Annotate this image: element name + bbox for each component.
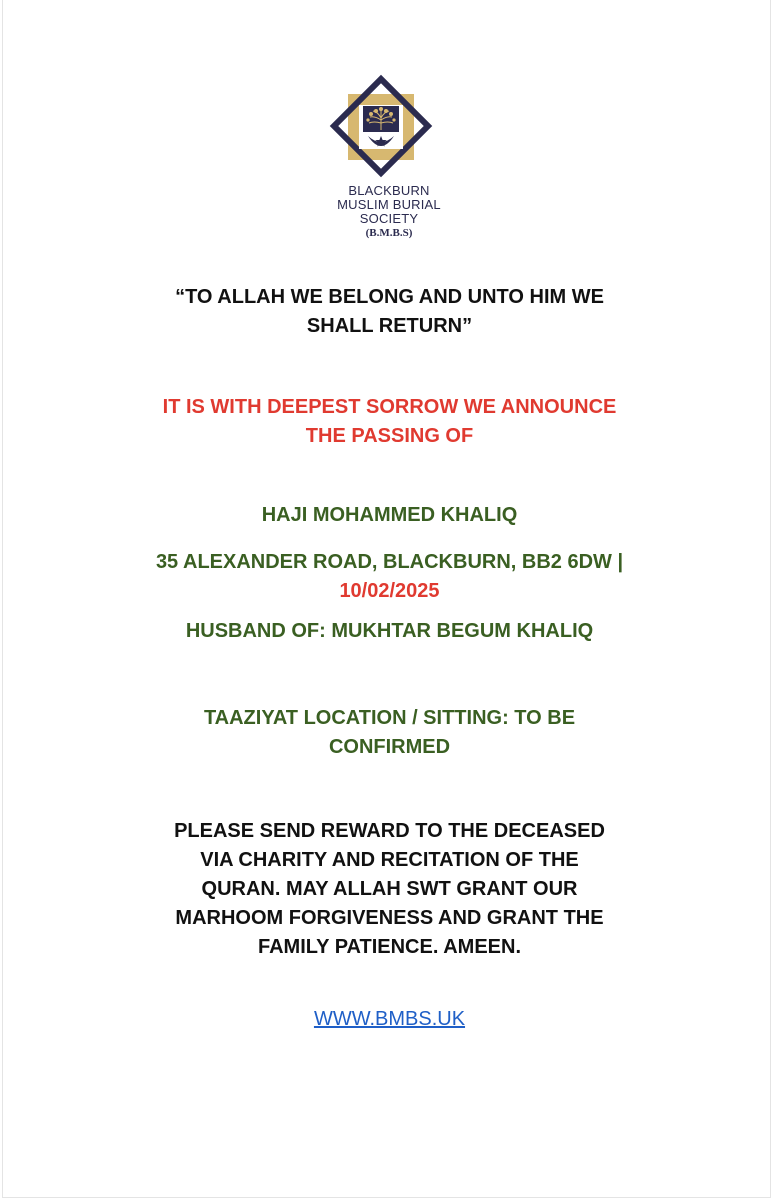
message-line-3: QURAN. MAY ALLAH SWT GRANT OUR — [201, 878, 578, 900]
deceased-name: HAJI MOHAMMED KHALIQ — [261, 504, 518, 526]
message-line-4: MARHOOM FORGIVENESS AND GRANT THE — [175, 907, 604, 929]
org-name-line-3: SOCIETY — [359, 211, 419, 226]
taaziyat — [123, 704, 656, 762]
message-line-5: FAMILY PATIENCE. AMEEN. — [258, 936, 521, 958]
announcement-line-2: THE PASSING OF — [305, 425, 474, 447]
quote — [123, 283, 656, 341]
announcement-page — [2, 0, 771, 1198]
org-name-line-2: MUSLIM BURIAL — [337, 197, 441, 212]
relation: HUSBAND OF: MUKHTAR BEGUM KHALIQ — [185, 620, 594, 642]
address-date — [123, 548, 656, 606]
quote-line-2: SHALL RETURN” — [306, 315, 473, 337]
deceased-address: 35 ALEXANDER ROAD, BLACKBURN, BB2 6DW | — [155, 551, 624, 573]
message-line-2: VIA CHARITY AND RECITATION OF THE — [200, 849, 579, 871]
quote-line-1: “TO ALLAH WE BELONG AND UNTO HIM WE — [175, 286, 604, 308]
website-link[interactable]: WWW.BMBS.UK — [313, 1008, 466, 1030]
closing-message — [123, 817, 656, 962]
org-name-line-1: BLACKBURN — [348, 183, 430, 198]
announcement — [123, 393, 656, 451]
message-line-1: PLEASE SEND REWARD TO THE DECEASED — [174, 820, 605, 842]
website — [123, 1005, 656, 1034]
announcement-line-1: IT IS WITH DEEPEST SORROW WE ANNOUNCE — [162, 396, 617, 418]
taaziyat-line-2: CONFIRMED — [328, 736, 451, 758]
org-abbreviation: (B.M.B.S) — [365, 227, 413, 239]
bmbs-logo-icon — [326, 74, 436, 184]
passing-date: 10/02/2025 — [339, 580, 440, 602]
taaziyat-line-1: TAAZIYAT LOCATION / SITTING: TO BE — [203, 707, 576, 729]
